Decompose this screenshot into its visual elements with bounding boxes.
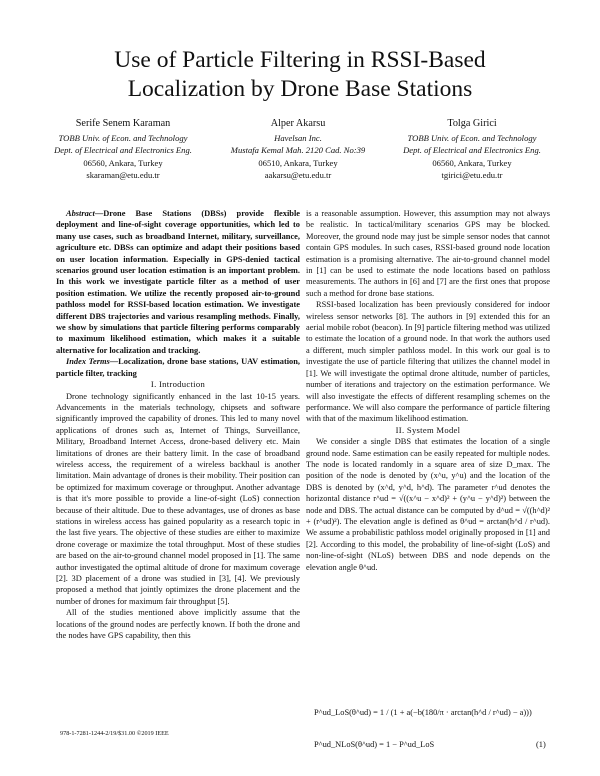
author-affiliation: TOBB Univ. of Econ. and Technology <box>407 133 537 144</box>
intro-paragraph-3: is a reasonable assumption. However, this assumption may not always be realistic. In tactical/military scenarios GPS may be blocked. Moreover, the ground node may just be simple sensor nodes that cannot contain GPS modules. In such cases, RSSI-based ground node location estimation is a promising alternative. The air-to-ground channel model in [1] can be used to estimate the node locations based on pathloss measurements. The authors in [6] and [7] are the first ones that propose such a method for drone base stations. <box>306 209 550 298</box>
title-line-1: Use of Particle Filtering in RSSI-Based <box>114 47 486 73</box>
author-department: Dept. of Electrical and Electronics Eng. <box>403 145 541 156</box>
index-terms <box>56 356 300 379</box>
author-name: Alper Akarsu <box>270 118 326 129</box>
intro-paragraph-4: RSSI-based localization has been previously considered for indoor wireless sensor networks [8]. The authors in [9] extended this for an aerial mobile robot (beacon). In [9] particle filtering method was utilized to estimate the location of a ground node. In that work the authors used a different, much simpler pathloss model. In this work our goal is to investigate the use of particle filtering that utilizes the channel model in [1]. We will investigate the optimal drone altitude, number of particles, number of iterations and trajectory on the estimation performance. We will also investigate the effects of different resampling schemes on the performance. We will also compare the performance of particle filtering with that of the maximum likelihood estimation. <box>306 300 550 424</box>
author-block-3 <box>387 118 557 181</box>
author-name: Tolga Girici <box>447 118 497 129</box>
author-location: 06560, Ankara, Turkey <box>83 157 163 168</box>
author-location: 06510, Ankara, Turkey <box>258 157 338 168</box>
author-name: Serife Senem Karaman <box>75 118 171 129</box>
title-line-2: Localization by Drone Base Stations <box>127 76 473 102</box>
equation-los-probability: P^ud_LoS(θ^ud) = 1 / (1 + a(−b(180/π · arctan(h^d / r^ud) − a))) <box>314 708 532 717</box>
equation-number: (1) <box>536 740 546 749</box>
author-block-1 <box>38 118 208 181</box>
right-column <box>306 208 550 573</box>
author-email: skaraman@etu.edu.tr <box>86 169 160 180</box>
section-heading-introduction: I. Introduction <box>150 379 206 390</box>
author-affiliation: TOBB Univ. of Econ. and Technology <box>58 133 188 144</box>
author-location: 06560, Ankara, Turkey <box>432 157 512 168</box>
abstract <box>56 208 300 356</box>
author-department: Mustafa Kemal Mah. 2120 Cad. No:39 <box>230 145 366 156</box>
abstract-label: Abstract <box>66 209 95 218</box>
author-affiliation: Havelsan Inc. <box>274 133 322 144</box>
copyright-footer: 978-1-7281-1244-2/19/$31.00 ©2019 IEEE <box>60 730 169 737</box>
system-model-paragraph: We consider a single DBS that estimates the location of a single ground node. Same estimation can be easily repeated for multiple nodes. The node is located randomly in a square area of size D_max. The position of the node is denoted by (x^u, y^u) and the location of the DBS is denoted by (x^d, y^d, h^d). The parameter r^ud denotes the horizontal distance r^ud = √((x^u − x^d)² + (y^u − y^d)²) between the node and DBS. The actual distance can be computed by d^ud = √((h^d)² + (r^ud)²). The elevation angle is defined as θ^ud = arctan(h^d / r^ud). We assume a probabilistic pathloss model originally proposed in [1] and [2]. According to this model, the probability of line-of-sight (LoS) and non-line-of-sight (NLoS) between DBS and node depends on the elevation angle θ^ud. <box>306 437 550 572</box>
index-terms-text: —Localization, drone base stations, UAV estimation, particle filter, tracking <box>56 357 300 378</box>
intro-paragraph-1: Drone technology significantly enhanced in the last 10-15 years. Advancements in the materials technology, chipsets and software significantly improved the capability of drones. This led to many novel applications of drones such as, Internet of Things, Surveillance, Military, Broadband Internet Access, drone-based delivery etc. Main limitations of drones are their battery limit. In the case of broadband wireless access, the requirement of a wireless backhaul is another limitation. Main advantage of drones is their mobility. Their position can be optimized for maximum coverage or throughput. Another advantage is that it's more possible to provide a line-of-sight (LoS) connection because of their altitude. Due to these advantages, use of drones as base stations in wireless access has gained popularity as a research topic in the last five years. The objective of these studies are either to maximize drone coverage or maximize the total throughput. Most of these studies are based on the air-to-ground channel model proposed in [1]. The same author investigated the optimal altitude of drone for maximum coverage [2]. 3D placement of a drone was studied in [3], [4]. We previously proposed a method that jointly optimizes the drone placement and the number of drones for maximum fair throughput [5]. <box>56 391 300 606</box>
index-terms-label: Index Terms <box>66 357 110 367</box>
author-email: aakarsu@etu.edu.tr <box>264 169 332 180</box>
author-department: Dept. of Electrical and Electronics Eng. <box>54 145 192 156</box>
author-email: tgirici@etu.edu.tr <box>441 169 503 180</box>
paper-title <box>40 46 560 104</box>
intro-paragraph-2: All of the studies mentioned above implicitly assume that the locations of the ground nodes are perfectly known. If both the drone and the nodes have GPS capability, then this <box>56 608 300 641</box>
equation-nlos-probability: P^ud_NLoS(θ^ud) = 1 − P^ud_LoS <box>314 740 435 749</box>
section-heading-system-model: II. System Model <box>395 424 461 435</box>
abstract-text: —Drone Base Stations (DBSs) provide flexible deployment and line-of-sight coverage opportunities, which led to many use cases, such as broadband Internet, military, surveillance, agriculture etc. DBSs can optimize and adapt their positions based on user location information. Especially in GPS-denied tactical scenarios ground user location estimation is an important problem. In this work we investigate particle filter as a method of user position estimation. We utilize the recently proposed air-to-ground pathloss model for RSSI-based location estimation. We investigate different DBS trajectories and various resampling methods. Finally, we show by simulations that particle filtering performs comparably to maximum likelihood estimation, which makes it a suitable alternative for localization and tracking. <box>56 209 300 355</box>
author-block-2 <box>213 118 383 181</box>
left-column <box>56 208 300 641</box>
